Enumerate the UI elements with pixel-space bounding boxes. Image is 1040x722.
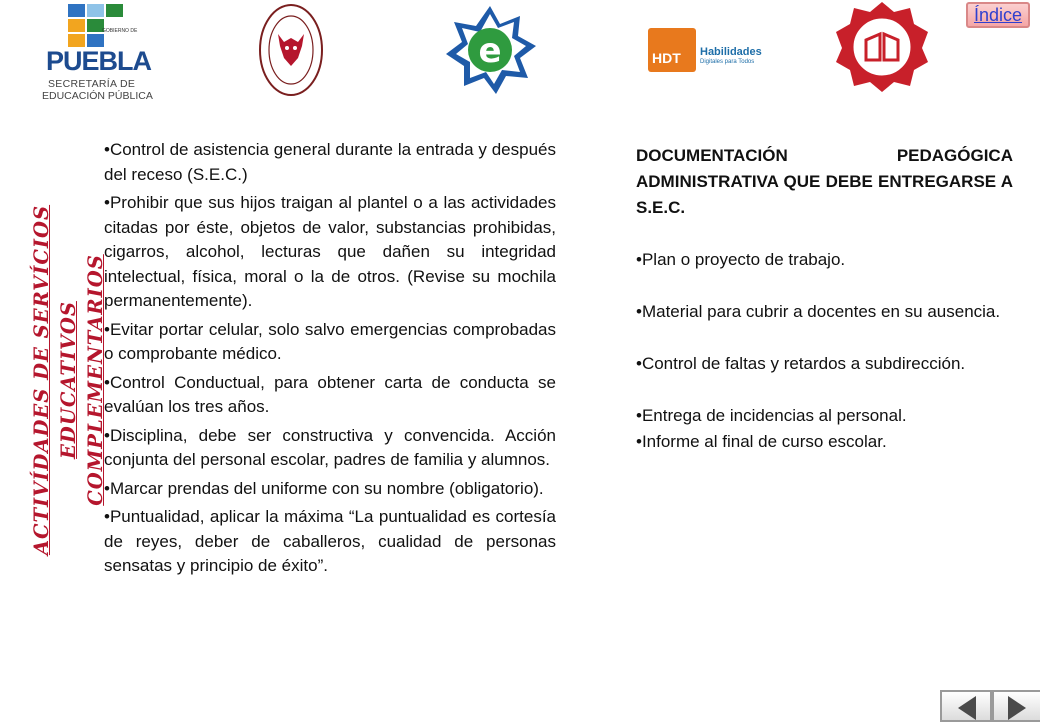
right-heading: DOCUMENTACIÓN PEDAGÓGICA ADMINISTRATIVA QUE DEBE ENTREGARSE A S.E.C. bbox=[636, 146, 1013, 217]
star-e-logo-icon bbox=[440, 4, 540, 96]
list-item: •Material para cubrir a docentes en su ausencia. bbox=[636, 302, 1001, 321]
puebla-name: PUEBLA bbox=[46, 46, 152, 76]
list-item: •Control Conductual, para obtener carta de conducta se evalúan los tres años. bbox=[104, 372, 556, 416]
side-title-line2: COMPLEMENTARIOS bbox=[84, 254, 107, 506]
puebla-subtitle-1: SECRETARÍA DE bbox=[48, 78, 136, 90]
right-column bbox=[636, 143, 1013, 455]
hdt-subtitle: Digitales para Todos bbox=[700, 59, 755, 65]
svg-text:e: e bbox=[478, 31, 502, 71]
puebla-gobierno-text: GOBIERNO DE bbox=[102, 28, 138, 34]
list-item: •Puntualidad, aplicar la máxima “La puntualidad es cortesía de reyes, deber de caballeros, cualidad de personas sensatas y principio de éxito”. bbox=[104, 507, 556, 575]
school-seal-icon bbox=[258, 2, 324, 98]
triangle-left-icon bbox=[942, 692, 990, 720]
list-item: •Control de asistencia general durante la entrada y después del receso (S.E.C.) bbox=[104, 140, 556, 184]
list-item: •Informe al final de curso escolar. bbox=[636, 432, 887, 451]
list-item: •Entrega de incidencias al personal. bbox=[636, 406, 907, 425]
left-column-list bbox=[104, 138, 556, 583]
next-slide-button[interactable] bbox=[992, 690, 1040, 722]
puebla-tiles-icon bbox=[68, 4, 124, 46]
hdt-title: Habilidades bbox=[700, 46, 762, 58]
hdt-logo bbox=[648, 28, 772, 74]
list-item: •Prohibir que sus hijos traigan al plantel o a las actividades citadas por éste, objetos de valor, substancias prohibidas, cigarros, alcohol, lecturas que dañen su integridad intelectual, física, moral o la de otros. (Revise su mochila permanentemente). bbox=[104, 193, 556, 310]
previous-slide-button[interactable] bbox=[940, 690, 992, 722]
hdt-badge bbox=[648, 28, 696, 72]
school-emblem-icon bbox=[832, 0, 932, 92]
index-link-button[interactable]: Índice bbox=[966, 2, 1030, 28]
side-title-line1: ACTIVÍDADES DE SERVÍCIOS EDUCATIVOS bbox=[30, 204, 80, 556]
side-title bbox=[28, 140, 107, 620]
list-item: •Evitar portar celular, solo salvo emergencias comprobadas o comprobante médico. bbox=[104, 319, 556, 363]
puebla-subtitle-2: EDUCACIÓN PÚBLICA bbox=[42, 90, 153, 102]
triangle-right-icon bbox=[994, 692, 1040, 720]
list-item: •Disciplina, debe ser constructiva y convencida. Acción conjunta del personal escolar, padres de familia y alumnos. bbox=[104, 425, 556, 469]
puebla-sep-logo bbox=[40, 4, 164, 100]
list-item: •Marcar prendas del uniforme con su nombre (obligatorio). bbox=[104, 478, 544, 498]
hdt-badge-text: HDT bbox=[652, 50, 681, 66]
list-item: •Control de faltas y retardos a subdirección. bbox=[636, 354, 966, 373]
list-item: •Plan o proyecto de trabajo. bbox=[636, 250, 846, 269]
